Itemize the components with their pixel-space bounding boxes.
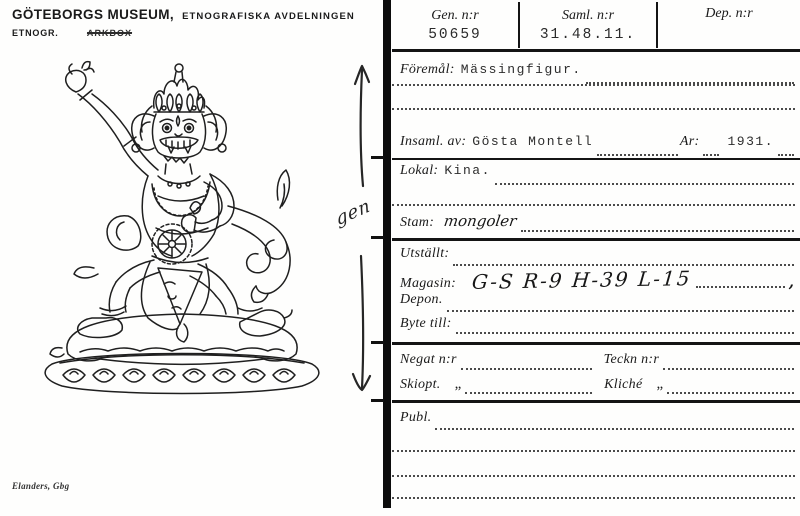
deity-figure-drawing [32,56,336,404]
field-byte-till [400,316,796,336]
lokal-label: Lokal: [400,163,439,178]
lokal-value: Kina. [444,163,491,178]
dep-nr-cell [658,0,800,50]
dotted-line [495,181,794,185]
struck-out-text: ARKBOX [86,28,132,38]
dotted-line [461,366,592,370]
dotted-line [597,152,678,156]
dotted-line [453,262,794,266]
section-divider [392,342,800,345]
magasin-label: Magasin: [400,276,457,291]
printer-credit: Elanders, Gbg [12,481,70,491]
dotted-line [667,390,794,394]
dotted-line [392,108,795,110]
gen-nr-label: Gen. n:r [431,8,479,23]
catalog-form [392,0,800,516]
rule-tick [371,341,384,344]
dotted-line [392,204,795,206]
dotted-line [435,426,794,430]
dotted-line [392,84,795,86]
ar-label: Ar: [679,134,700,149]
insaml-label: Insaml. av: [400,134,467,149]
section-divider [392,400,800,403]
dotted-line [392,475,795,477]
vertical-rule [383,0,391,508]
foremal-value: Mässingfigur. [460,62,582,77]
dotted-line [392,450,795,452]
saml-nr-value: 31.48.11. [539,27,637,43]
kliche-label: Kliché [604,377,643,392]
skiopt-label: Skiopt. [400,377,441,392]
field-publ [400,410,796,432]
down-arrow [361,256,363,388]
section-divider [392,158,800,160]
dotted-line [456,330,794,334]
number-header-row [392,0,800,50]
stam-handwritten-value: mongoler [442,212,518,230]
utstallt-label: Utställt: [400,246,450,261]
etnogr-label: ETNOGR. [12,28,59,38]
dotted-line [696,284,785,288]
magasin-handwritten-value: G-S R-9 H-39 L-15 [471,266,693,294]
negat-label: Negat n:r [400,352,457,367]
rule-tick [371,236,384,239]
field-insaml [400,134,796,158]
dotted-line [521,228,794,232]
dep-nr-label: Dep. n:r [705,6,753,21]
field-utstallt [400,246,796,268]
rule-tick [371,156,384,159]
field-stam [400,212,796,234]
field-negat-teckn [400,352,796,372]
magasin-trailing-mark: , [788,273,794,291]
teckn-label: Teckn n:r [603,352,660,367]
museum-department: ETNOGRAFISKA AVDELNINGEN [182,11,355,22]
letterhead [12,7,372,38]
dotted-line [465,390,592,394]
kliche-ditto-mark: „ [656,376,664,392]
saml-nr-label: Saml. n:r [561,8,615,23]
foremal-label: Föremål: [400,62,455,77]
gen-nr-value: 50659 [428,27,482,43]
skiopt-ditto-mark: „ [454,376,462,392]
dotted-line [392,497,795,499]
byte-till-label: Byte till: [400,316,452,331]
museum-name: GÖTEBORGS MUSEUM, [12,7,175,22]
rule-tick [371,399,384,402]
gen-nr-cell [392,2,520,48]
section-divider [392,49,800,52]
ar-value: 1931. [727,134,774,149]
up-arrow [361,70,363,186]
dotted-line [447,308,794,312]
saml-nr-cell [520,2,658,48]
field-skiopt-kliche [400,376,796,396]
field-magasin [400,266,796,294]
field-lokal [400,163,796,187]
stam-label: Stam: [400,215,435,230]
publ-label: Publ. [400,410,432,425]
field-foremal [400,62,796,86]
depon-label: Depon. [400,292,443,307]
dotted-line [703,152,719,156]
section-divider [392,238,800,241]
field-depon [400,292,796,314]
dotted-line [663,366,794,370]
dotted-line [778,152,794,156]
handwritten-margin-note: gen [334,194,373,231]
insaml-value: Gösta Montell [472,134,594,149]
